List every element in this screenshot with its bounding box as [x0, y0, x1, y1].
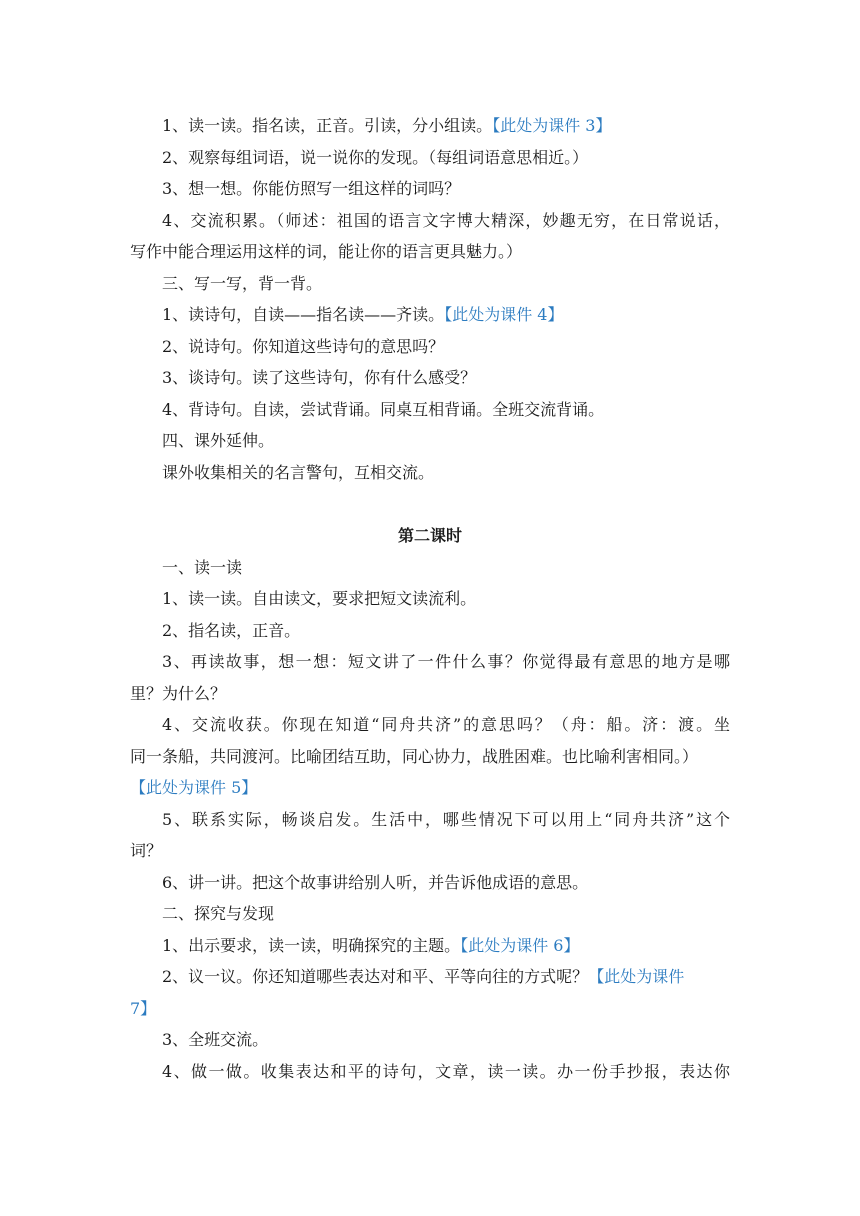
section-heading: 一、读一读: [162, 557, 243, 577]
paragraph: [130, 930, 730, 962]
paragraph: 4、做一做。收集表达和平的诗句，文章，读一读。办一份手抄报，表达你: [162, 1061, 730, 1081]
paragraph: 2、指名读，正音。: [162, 620, 301, 640]
paragraph: [130, 299, 730, 331]
courseware-link[interactable]: 【此处为课件 5】: [130, 778, 258, 797]
paragraph: 3、谈诗句。读了这些诗句，你有什么感受？: [162, 368, 477, 387]
paragraph: 4、交流积累。（师述：祖国的语言文字博大精深，妙趣无穷，在日常说话，: [162, 210, 730, 230]
paragraph: 里？为什么？: [130, 683, 227, 703]
courseware-link[interactable]: 【此处为课件 6】: [460, 935, 580, 955]
document-page: [130, 110, 730, 1087]
paragraph: [130, 993, 730, 1025]
paragraph: 课外收集相关的名言警句，互相交流。: [162, 462, 435, 482]
text: 1、出示要求，读一读，明确探究的主题。: [162, 935, 461, 955]
courseware-link[interactable]: 【此处为课件: [588, 967, 685, 986]
paragraph: 同一条船，共同渡河。比喻团结互助，同心协力，战胜困难。也比喻利害相同。）: [130, 746, 699, 766]
paragraph: 6、讲一讲。把这个故事讲给别人听，并告诉他成语的意思。: [162, 872, 589, 892]
paragraph: [130, 110, 730, 142]
courseware-link[interactable]: 7】: [130, 998, 157, 1018]
paragraph: [130, 961, 730, 993]
lesson-title: 第二课时: [397, 526, 462, 545]
text: 1、读一读。指名读，正音。引读，分小组读。: [162, 116, 493, 135]
courseware-link[interactable]: 【此处为课件 4】: [444, 305, 564, 324]
paragraph: 2、说诗句。你知道这些诗句的意思吗？: [162, 336, 445, 356]
courseware-link[interactable]: 【此处为课件 3】: [492, 116, 612, 135]
section-heading: 三、写一写，背一背。: [162, 273, 323, 293]
paragraph: 5、联系实际，畅谈启发。生活中，哪些情况下可以用上“同舟共济”这个: [162, 809, 730, 829]
paragraph: 3、想一想。你能仿照写一组这样的词吗？: [162, 179, 461, 198]
paragraph: 1、读一读。自由读文，要求把短文读流利。: [162, 589, 477, 608]
paragraph: 4、交流收获。你现在知道“同舟共济”的意思吗？（舟：船。济：渡。坐: [162, 715, 730, 734]
section-heading: 四、课外延伸。: [162, 431, 275, 450]
paragraph: 3、再读故事，想一想：短文讲了一件什么事？你觉得最有意思的地方是哪: [162, 652, 730, 671]
paragraph: [130, 772, 730, 804]
text: 1、读诗句，自读——指名读——齐读。: [162, 305, 445, 324]
paragraph: 3、全班交流。: [162, 1030, 269, 1049]
paragraph: 词？: [130, 841, 163, 860]
paragraph: 写作中能合理运用这样的词，能让你的语言更具魅力。）: [130, 242, 523, 261]
section-heading: 二、探究与发现: [162, 904, 275, 923]
paragraph: 2、观察每组词语，说一说你的发现。（每组词语意思相近。）: [162, 147, 589, 167]
paragraph: 4、背诗句。自读，尝试背诵。同桌互相背诵。全班交流背诵。: [162, 399, 605, 419]
text: 2、议一议。你还知道哪些表达对和平、平等向往的方式呢？: [162, 967, 589, 986]
